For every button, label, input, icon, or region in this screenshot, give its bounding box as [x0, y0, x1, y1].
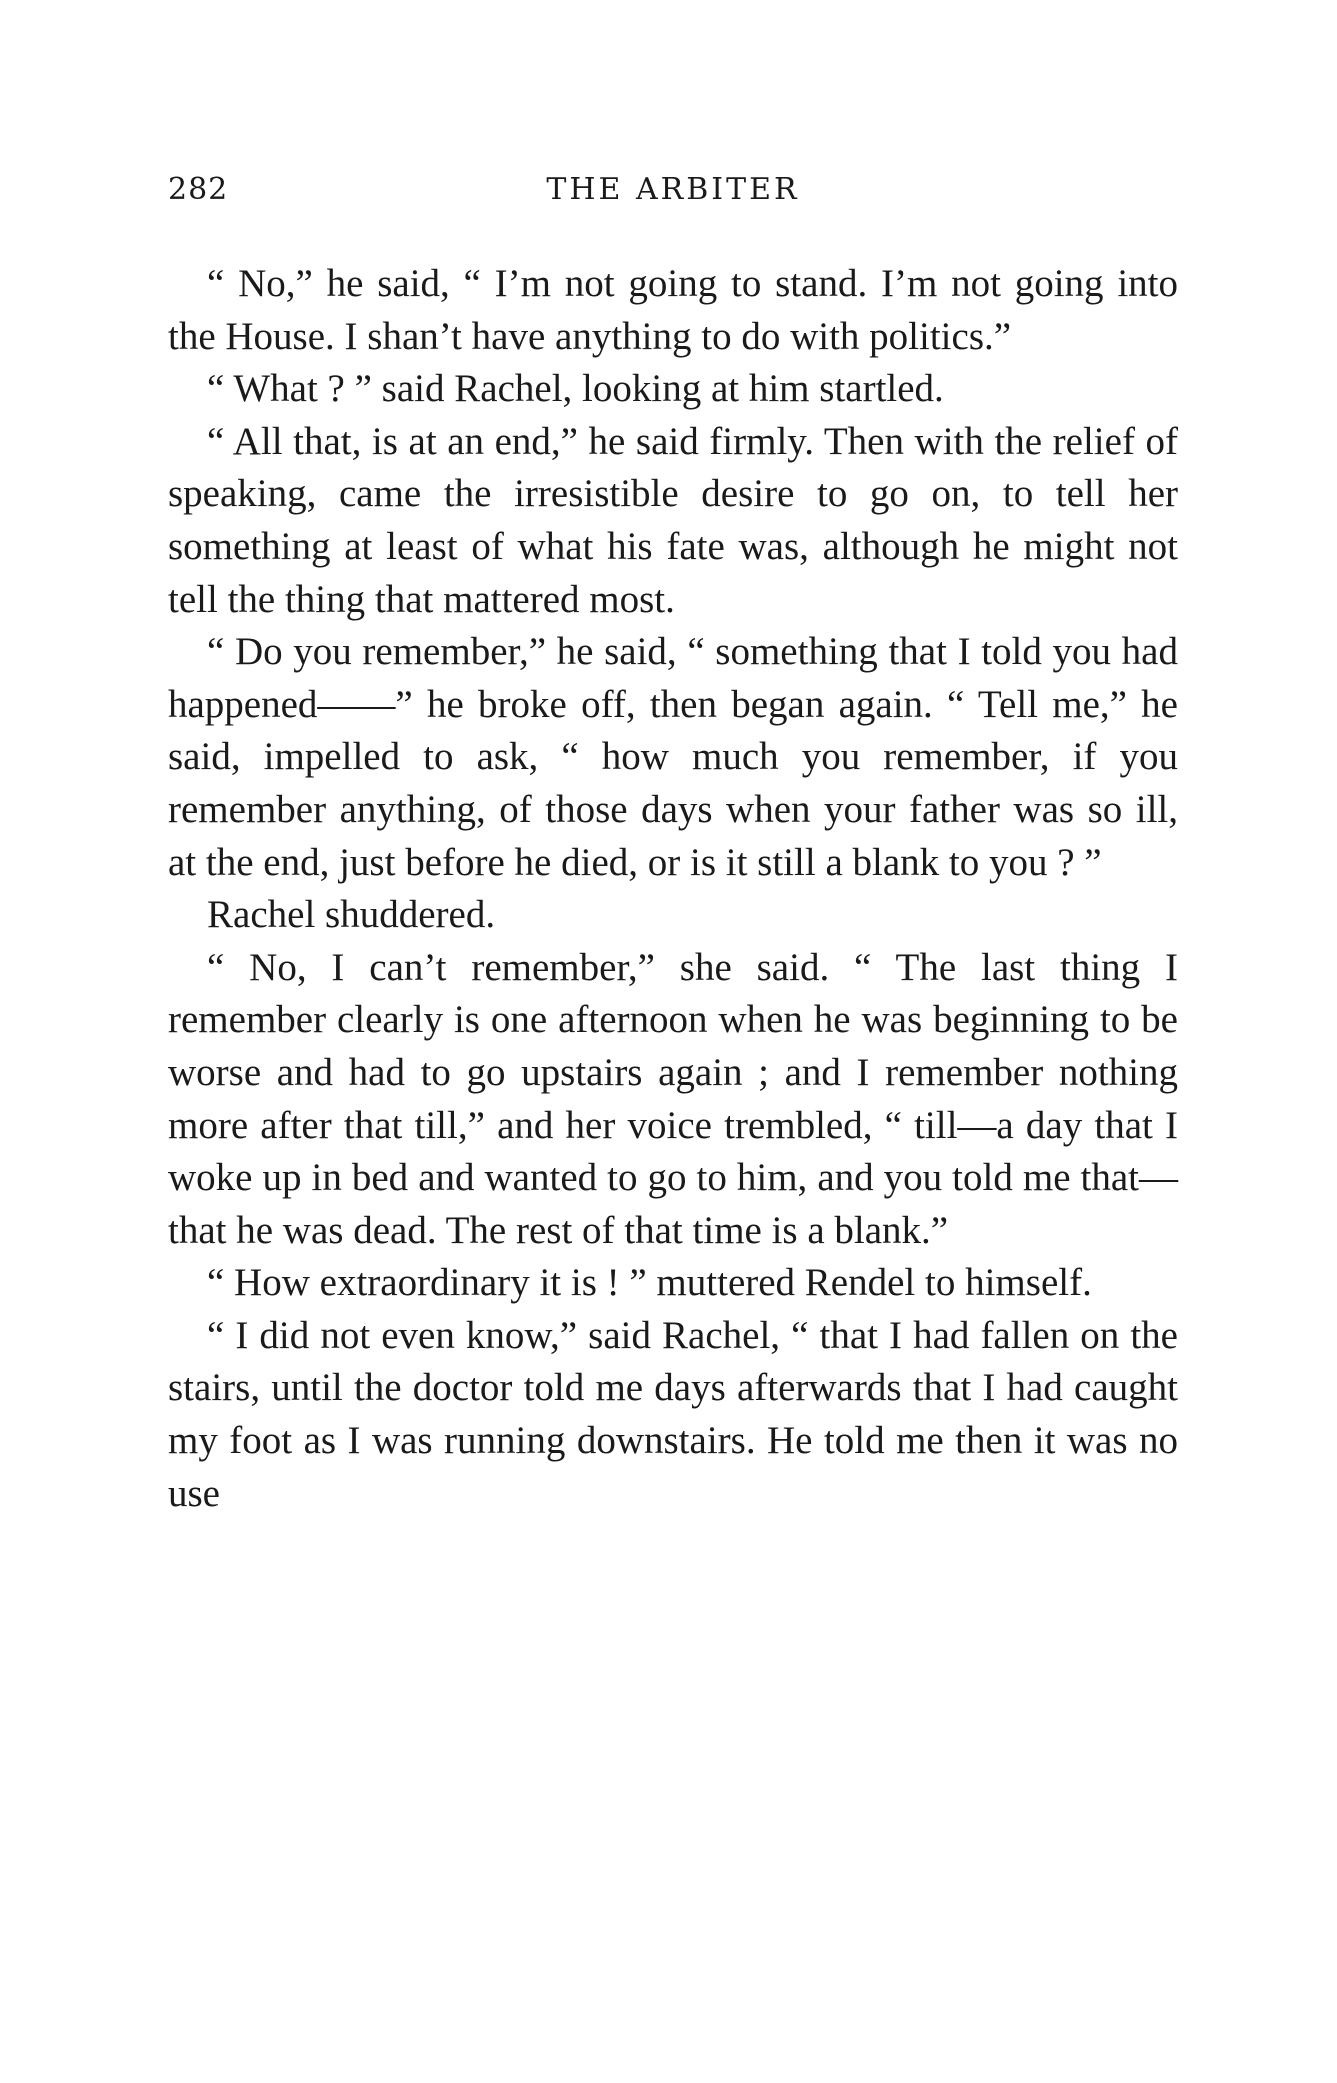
paragraph: Rachel shuddered. — [207, 893, 496, 937]
paragraph: “ What ? ” said Rachel, looking at him startled. — [207, 367, 944, 411]
paragraph: “ No,” he said, “ I’m not going to stand. I’m not going into the House. I shan’t have anything to do with politics.” — [168, 262, 1178, 358]
paragraph: “ Do you remember,” he said, “ something that I told you had happened——” he broke off, then began again. “ Tell me,” he said, impelled to ask, “ how much you remember, if you remember anything, of those days when your father was so ill, at the end, just before he died, or is it still a blank to you ? ” — [168, 630, 1178, 884]
running-head — [168, 172, 1178, 212]
book-title: THE ARBITER — [546, 172, 800, 207]
paragraph: “ No, I can’t remember,” she said. “ The last thing I remember clearly is one afternoon when he was beginning to be worse and had to go upstairs again ; and I remember nothing more after that till,” and her voice trembled, “ till––a day that I woke up in bed and wanted to go to him, and you told me that—that he was dead. The rest of that time is a blank.” — [168, 945, 1178, 1252]
body-text — [168, 258, 1178, 1520]
paragraph: “ How extraordinary it is ! ” muttered Rendel to himself. — [207, 1261, 1092, 1305]
paragraph: “ I did not even know,” said Rachel, “ that I had fallen on the stairs, until the doctor told me days afterwards that I had caught my foot as I was running downstairs. He told me then it was no use — [168, 1313, 1178, 1515]
paragraph: “ All that, is at an end,” he said firmly. Then with the relief of speaking, came the irresistible desire to go on, to tell her something at least of what his fate was, although he might not tell the thing that mattered most. — [168, 419, 1178, 621]
page-number: 282 — [168, 172, 229, 207]
